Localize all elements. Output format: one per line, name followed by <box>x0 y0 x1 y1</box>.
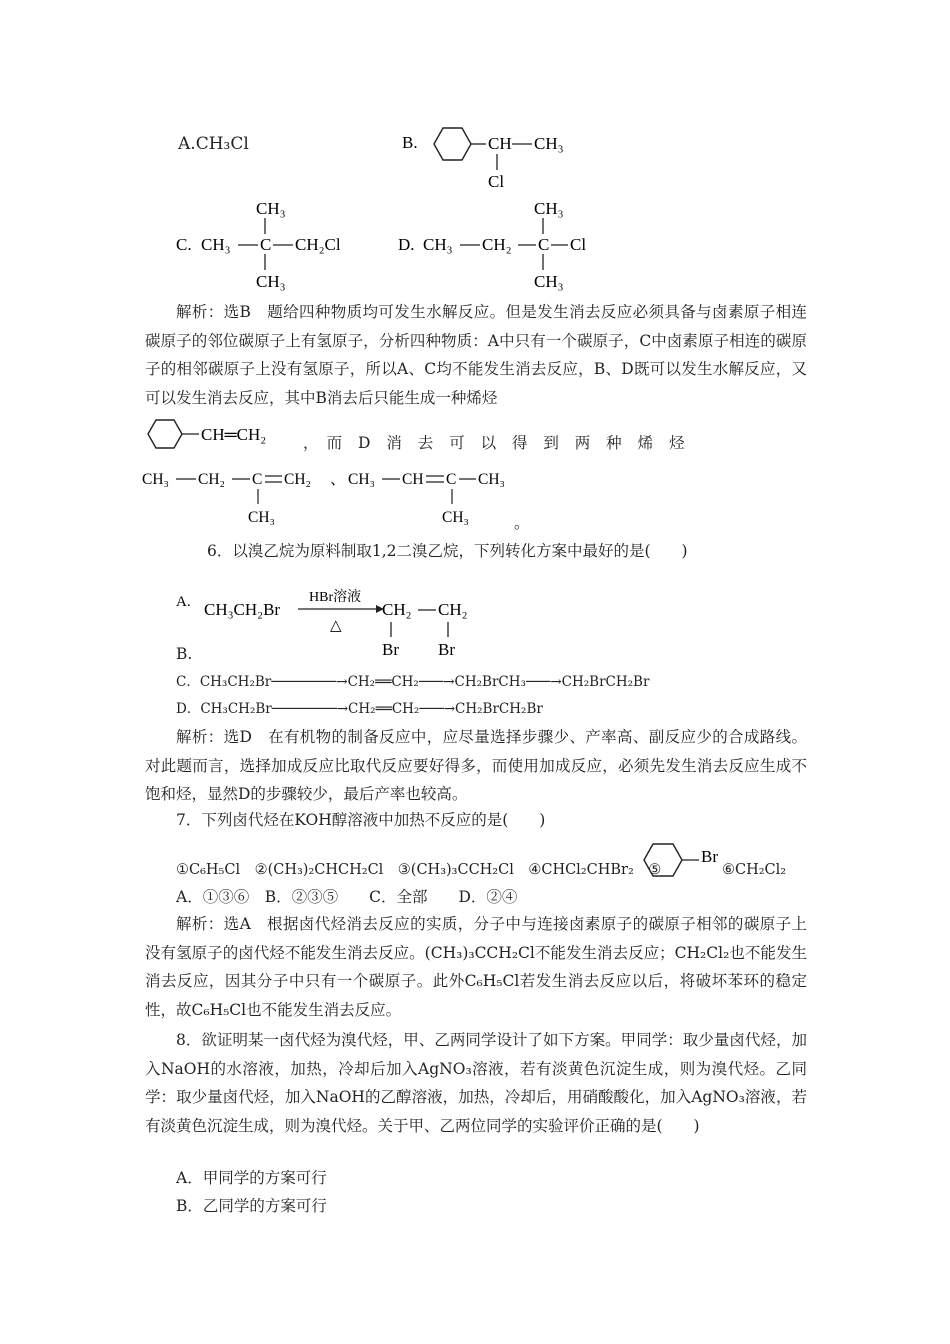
q6-option-a-br-1: Br <box>382 640 399 659</box>
q6-option-a-condition: △ <box>330 618 342 634</box>
q5-option-d-structure <box>398 194 598 292</box>
q5-analysis: 解析：选B 题给四种物质均可发生水解反应。但是发生消去反应必须具备与卤素原子相连碳原子的邻位碳原子上有氢原子，分析四种物质：A中只有一个碳原子，C中卤素原子相连的碳原子的相邻碳原子上没有氢原子，所以A、C均不能发生消去反应，B、D既可以发生水解反应，又可以发生消去反应，其中B消去后只能生成一种烯烃 <box>145 303 807 407</box>
q8-option-a: A．甲同学的方案可行 <box>176 1169 327 1187</box>
alkene-separator: 、 <box>330 471 346 488</box>
alkene1-ch2-end: CH₂ <box>284 471 311 488</box>
q5-option-c-structure <box>176 194 376 292</box>
q5-option-a-formula: CH₃Cl <box>195 134 249 154</box>
alkene-products <box>142 462 562 532</box>
q5-option-d-cl: Cl <box>570 235 587 254</box>
q7-analysis: 解析：选A 根据卤代烃消去反应的实质，分子中与连接卤素原子的碳原子相邻的碳原子上没有氢原子的卤代烃不能发生消去反应。(CH₃)₃CCH₂Cl不能发生消去反应；CH₂Cl₂也不能发生消去反应，因其分子中只有一个碳原子。此外C₆H₅Cl若发生消去反应以后，将破坏苯环的稳定性，故C₆H₅Cl也不能发生消去反应。 <box>145 915 807 1019</box>
q6-option-a-product-2: CH₂ <box>438 600 468 619</box>
q6-option-a-scheme <box>176 582 496 662</box>
alkene2-ch3: CH₃ <box>348 471 375 488</box>
q5-option-c-ch2cl: CH₂Cl <box>295 235 341 254</box>
q7-stem: 7．下列卤代烃在KOH醇溶液中加热不反应的是( ) <box>176 811 546 829</box>
q8-stem: 8．欲证明某一卤代烃为溴代烃，甲、乙两同学设计了如下方案。甲同学：取少量卤代烃，加入NaOH的水溶液，加热，冷却后加入AgNO₃溶液，若有淡黄色沉淀生成，则为溴代烃。乙同学：取少量卤代烃，加入NaOH的乙醇溶液，加热，冷却后，用硝酸酸化，加入AgNO₃溶液，若有淡黄色沉淀生成，则为溴代烃。关于甲、乙两位同学的实验评价正确的是( ) <box>145 1031 807 1135</box>
q5-option-c-ch3-left: CH₃ <box>201 235 231 254</box>
bromocyclohexane-structure <box>641 840 725 880</box>
q7-items-text: ①C₆H₅Cl ②(CH₃)₂CHCH₂Cl ③(CH₃)₃CCH₂Cl ④CHCl₂CHBr₂ ⑤ <box>176 862 662 878</box>
q7-items <box>176 860 661 880</box>
q6-option-a-reagent: HBr溶液 <box>309 590 362 605</box>
q5-analysis-mid: ， 而 D 消 去 可 以 得 到 两 种 烯 烃 <box>303 434 685 452</box>
alkene1-c: C <box>252 471 263 488</box>
q5-option-d-c: C <box>538 235 550 254</box>
q5-option-d-ch2: CH₂ <box>482 235 512 254</box>
q6-option-a-reactant: CH₃CH₂Br <box>204 600 281 619</box>
q5-option-d-ch3-top: CH₃ <box>534 199 564 218</box>
cyclohexane-ring-icon <box>644 844 682 876</box>
q5-option-c-ch3-top: CH₃ <box>256 199 286 218</box>
styrene-formula: CH═CH₂ <box>201 425 267 444</box>
q5-option-d-label: D. <box>398 235 415 254</box>
alkene1-ch3-branch: CH₃ <box>248 509 275 526</box>
q7-item6: ⑥CH₂Cl₂ <box>722 862 787 878</box>
q5-option-b-structure <box>400 118 590 196</box>
q5-option-a-label: A. <box>178 134 196 154</box>
q5-option-a <box>178 134 249 154</box>
q5-option-b-ch: CH <box>488 134 512 153</box>
q5-option-c-c: C <box>260 235 272 254</box>
q5-option-c-label: C. <box>176 235 192 254</box>
q5-option-b-ch3: CH₃ <box>534 134 564 153</box>
q6-option-a-label: A. <box>176 594 191 610</box>
q7-options: A．①③⑥ B．②③⑤ C．全部 D．②④ <box>176 888 518 906</box>
alkene2-ch3-end: CH₃ <box>478 471 505 488</box>
q5-analysis-end: 。 <box>514 515 530 532</box>
alkene2-ch3-branch: CH₃ <box>442 509 469 526</box>
alkene2-c: C <box>446 471 457 488</box>
q5-option-b-cl: Cl <box>488 172 505 191</box>
q5-option-d-ch3-left: CH₃ <box>423 235 453 254</box>
q5-option-d-ch3-bottom: CH₃ <box>534 272 564 291</box>
q6-stem: 6．以溴乙烷为原料制取1,2二溴乙烷，下列转化方案中最好的是( ) <box>207 542 688 560</box>
q7-item5-br: Br <box>701 847 718 866</box>
alkene2-ch: CH <box>402 471 424 488</box>
q6-option-b: B. <box>176 645 193 663</box>
alkene1-ch2: CH₂ <box>198 471 225 488</box>
q6-option-a-br-2: Br <box>438 640 455 659</box>
q6-analysis: 解析：选D 在有机物的制备反应中，应尽量选择步骤少、产率高、副反应少的合成路线。对此题而言，选择加成反应比取代反应要好得多，而使用加成反应，必须先发生消去反应生成不饱和烃，显然D的步骤较少，最后产率也较高。 <box>145 728 807 803</box>
styrene-structure <box>143 416 303 452</box>
alkene1-ch3: CH₃ <box>142 471 169 488</box>
q8-option-b: B．乙同学的方案可行 <box>176 1197 327 1215</box>
q6-option-a-product-1: CH₂ <box>382 600 412 619</box>
q6-option-c: C．CH₃CH₂Br────────→CH₂══CH₂───→CH₂BrCH₃───→CH₂BrCH₂Br <box>176 674 650 690</box>
benzene-ring-icon <box>434 128 471 160</box>
q5-option-c-ch3-bottom: CH₃ <box>256 272 286 291</box>
benzene-ring-icon <box>148 420 182 448</box>
q6-option-d: D．CH₃CH₂Br────────→CH₂══CH₂───→CH₂BrCH₂Br <box>176 701 543 717</box>
q5-option-b-label: B. <box>402 133 418 152</box>
